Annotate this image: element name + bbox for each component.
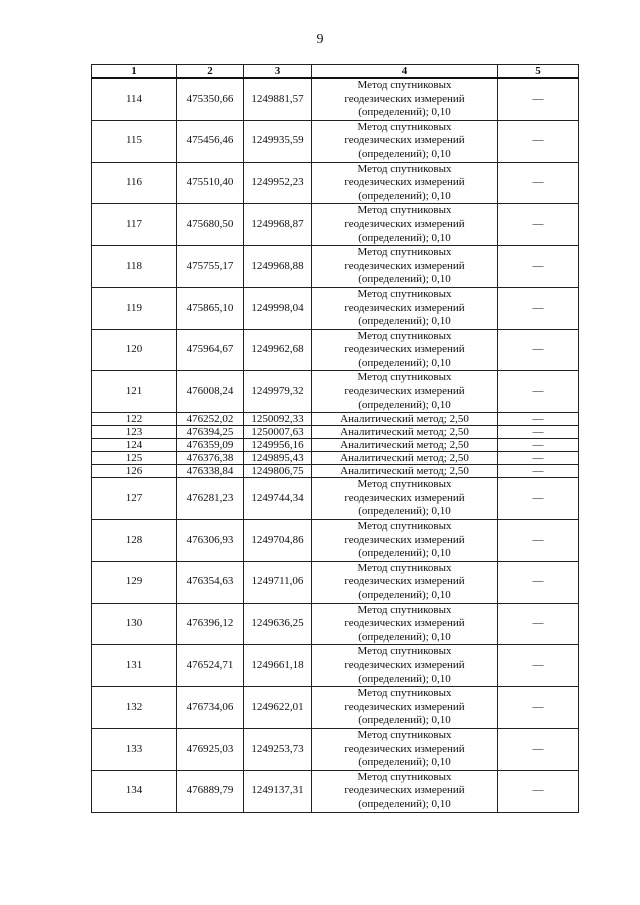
column-5-cell: — — [498, 329, 579, 371]
point-number-cell: 114 — [92, 78, 177, 120]
table-row — [92, 78, 579, 120]
point-number-cell: 124 — [92, 439, 177, 452]
column-5-cell: — — [498, 120, 579, 162]
coordinate-x-cell: 475964,67 — [177, 329, 244, 371]
column-5-cell: — — [498, 465, 579, 478]
column-5-cell: — — [498, 687, 579, 729]
coordinate-x-cell: 476281,23 — [177, 478, 244, 520]
column-5-cell: — — [498, 645, 579, 687]
method-cell: Метод спутниковых геодезических измерений (определений); 0,10 — [312, 770, 498, 812]
method-cell: Метод спутниковых геодезических измерений (определений); 0,10 — [312, 246, 498, 288]
point-number-cell: 116 — [92, 162, 177, 204]
header-col-5: 5 — [498, 65, 579, 79]
point-number-cell: 134 — [92, 770, 177, 812]
method-cell: Метод спутниковых геодезических измерений (определений); 0,10 — [312, 329, 498, 371]
point-number-cell: 126 — [92, 465, 177, 478]
coordinate-x-cell: 476396,12 — [177, 603, 244, 645]
method-cell: Метод спутниковых геодезических измерений (определений); 0,10 — [312, 371, 498, 413]
point-number-cell: 130 — [92, 603, 177, 645]
point-number-cell: 117 — [92, 204, 177, 246]
method-cell: Метод спутниковых геодезических измерений (определений); 0,10 — [312, 645, 498, 687]
table-row — [92, 287, 579, 329]
point-number-cell: 120 — [92, 329, 177, 371]
table-row — [92, 478, 579, 520]
coordinate-y-cell: 1249704,86 — [244, 520, 312, 562]
table-row — [92, 770, 579, 812]
coordinate-x-cell: 475865,10 — [177, 287, 244, 329]
method-cell: Аналитический метод; 2,50 — [312, 426, 498, 439]
table-row — [92, 603, 579, 645]
column-5-cell: — — [498, 413, 579, 426]
coordinate-x-cell: 476889,79 — [177, 770, 244, 812]
column-5-cell: — — [498, 78, 579, 120]
method-cell: Аналитический метод; 2,50 — [312, 465, 498, 478]
coordinate-x-cell: 476338,84 — [177, 465, 244, 478]
coordinate-x-cell: 476359,09 — [177, 439, 244, 452]
coordinate-y-cell: 1249968,87 — [244, 204, 312, 246]
table-row — [92, 465, 579, 478]
method-cell: Метод спутниковых геодезических измерений (определений); 0,10 — [312, 287, 498, 329]
table-header-row — [92, 65, 579, 79]
point-number-cell: 121 — [92, 371, 177, 413]
table-row — [92, 162, 579, 204]
point-number-cell: 118 — [92, 246, 177, 288]
page-number: 9 — [316, 32, 324, 47]
method-cell: Метод спутниковых геодезических измерений (определений); 0,10 — [312, 78, 498, 120]
table-row — [92, 452, 579, 465]
coordinate-x-cell: 475755,17 — [177, 246, 244, 288]
table-row — [92, 687, 579, 729]
column-5-cell: — — [498, 246, 579, 288]
coordinate-y-cell: 1249968,88 — [244, 246, 312, 288]
point-number-cell: 119 — [92, 287, 177, 329]
coordinate-x-cell: 475680,50 — [177, 204, 244, 246]
coordinate-x-cell: 475350,66 — [177, 78, 244, 120]
coordinate-y-cell: 1249636,25 — [244, 603, 312, 645]
point-number-cell: 125 — [92, 452, 177, 465]
coordinate-x-cell: 476376,38 — [177, 452, 244, 465]
table-row — [92, 426, 579, 439]
column-5-cell: — — [498, 603, 579, 645]
table-row — [92, 413, 579, 426]
coordinate-y-cell: 1250007,63 — [244, 426, 312, 439]
point-number-cell: 123 — [92, 426, 177, 439]
column-5-cell: — — [498, 204, 579, 246]
point-number-cell: 129 — [92, 561, 177, 603]
table-row — [92, 439, 579, 452]
coordinate-x-cell: 476734,06 — [177, 687, 244, 729]
table-row — [92, 329, 579, 371]
table-body — [92, 78, 579, 812]
point-number-cell: 127 — [92, 478, 177, 520]
header-col-4: 4 — [312, 65, 498, 79]
coordinate-x-cell: 476306,93 — [177, 520, 244, 562]
coordinate-x-cell: 476008,24 — [177, 371, 244, 413]
table-row — [92, 728, 579, 770]
coordinates-table — [91, 64, 579, 813]
point-number-cell: 128 — [92, 520, 177, 562]
coordinate-x-cell: 476524,71 — [177, 645, 244, 687]
coordinate-x-cell: 475456,46 — [177, 120, 244, 162]
coordinate-x-cell: 476354,63 — [177, 561, 244, 603]
coordinate-y-cell: 1249935,59 — [244, 120, 312, 162]
coordinate-y-cell: 1249661,18 — [244, 645, 312, 687]
column-5-cell: — — [498, 162, 579, 204]
header-col-3: 3 — [244, 65, 312, 79]
method-cell: Метод спутниковых геодезических измерений (определений); 0,10 — [312, 561, 498, 603]
header-col-2: 2 — [177, 65, 244, 79]
method-cell: Аналитический метод; 2,50 — [312, 413, 498, 426]
method-cell: Метод спутниковых геодезических измерений (определений); 0,10 — [312, 520, 498, 562]
table-row — [92, 520, 579, 562]
coordinate-x-cell: 476252,02 — [177, 413, 244, 426]
coordinate-y-cell: 1249806,75 — [244, 465, 312, 478]
point-number-cell: 133 — [92, 728, 177, 770]
table-row — [92, 371, 579, 413]
method-cell: Метод спутниковых геодезических измерений (определений); 0,10 — [312, 728, 498, 770]
column-5-cell: — — [498, 478, 579, 520]
coordinate-y-cell: 1249881,57 — [244, 78, 312, 120]
column-5-cell: — — [498, 452, 579, 465]
method-cell: Метод спутниковых геодезических измерений (определений); 0,10 — [312, 603, 498, 645]
coordinate-y-cell: 1249962,68 — [244, 329, 312, 371]
table-row — [92, 246, 579, 288]
coordinate-x-cell: 476394,25 — [177, 426, 244, 439]
point-number-cell: 132 — [92, 687, 177, 729]
point-number-cell: 131 — [92, 645, 177, 687]
table-row — [92, 204, 579, 246]
column-5-cell: — — [498, 439, 579, 452]
coordinate-x-cell: 475510,40 — [177, 162, 244, 204]
coordinate-y-cell: 1249137,31 — [244, 770, 312, 812]
method-cell: Метод спутниковых геодезических измерений (определений); 0,10 — [312, 120, 498, 162]
coordinate-y-cell: 1249956,16 — [244, 439, 312, 452]
column-5-cell: — — [498, 426, 579, 439]
column-5-cell: — — [498, 371, 579, 413]
point-number-cell: 115 — [92, 120, 177, 162]
point-number-cell: 122 — [92, 413, 177, 426]
method-cell: Метод спутниковых геодезических измерений (определений); 0,10 — [312, 162, 498, 204]
column-5-cell: — — [498, 770, 579, 812]
coordinate-y-cell: 1249979,32 — [244, 371, 312, 413]
method-cell: Метод спутниковых геодезических измерений (определений); 0,10 — [312, 204, 498, 246]
coordinate-y-cell: 1250092,33 — [244, 413, 312, 426]
column-5-cell: — — [498, 287, 579, 329]
coordinate-x-cell: 476925,03 — [177, 728, 244, 770]
column-5-cell: — — [498, 520, 579, 562]
coordinate-y-cell: 1249253,73 — [244, 728, 312, 770]
method-cell: Метод спутниковых геодезических измерений (определений); 0,10 — [312, 687, 498, 729]
column-5-cell: — — [498, 728, 579, 770]
method-cell: Аналитический метод; 2,50 — [312, 439, 498, 452]
coordinate-y-cell: 1249895,43 — [244, 452, 312, 465]
coordinate-y-cell: 1249622,01 — [244, 687, 312, 729]
table-row — [92, 120, 579, 162]
table-row — [92, 645, 579, 687]
method-cell: Метод спутниковых геодезических измерений (определений); 0,10 — [312, 478, 498, 520]
coordinate-y-cell: 1249998,04 — [244, 287, 312, 329]
coordinate-y-cell: 1249744,34 — [244, 478, 312, 520]
coordinate-y-cell: 1249711,06 — [244, 561, 312, 603]
column-5-cell: — — [498, 561, 579, 603]
method-cell: Аналитический метод; 2,50 — [312, 452, 498, 465]
coordinate-y-cell: 1249952,23 — [244, 162, 312, 204]
header-col-1: 1 — [92, 65, 177, 79]
table-row — [92, 561, 579, 603]
